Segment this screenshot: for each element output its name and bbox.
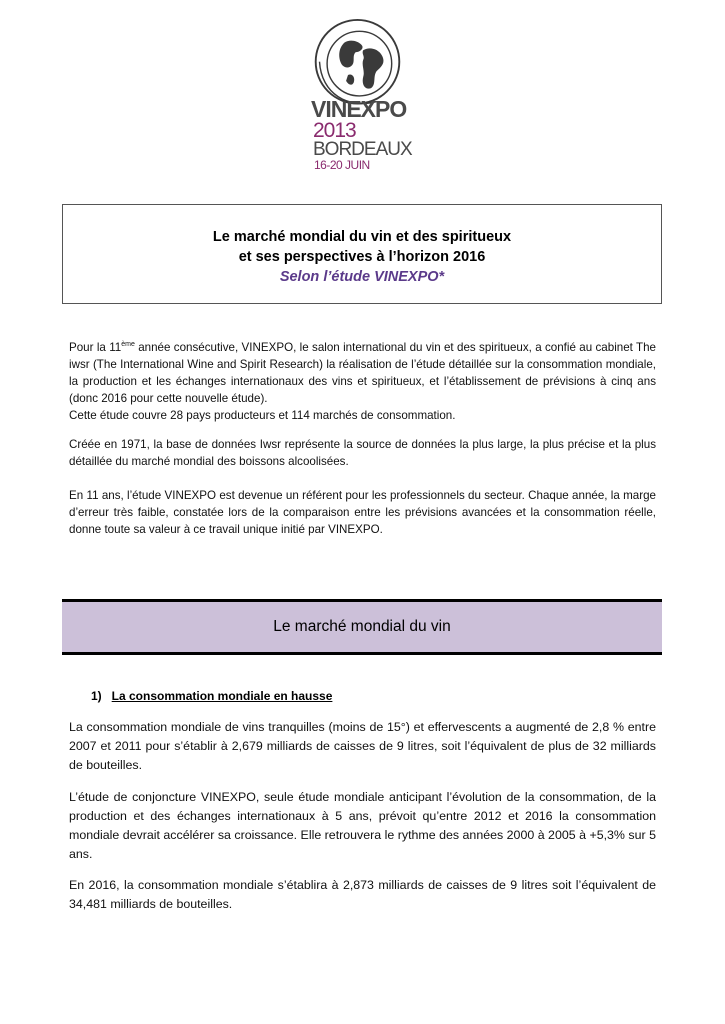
body-paragraph-1: La consommation mondiale de vins tranquilles (moins de 15°) et effervescents a augmenté de 2,8 % entre 2007 et 2011 pour s’établir à 2,679 milliards de caisses de 9 litres, soit l’équivalent de plus de 32 milliards de bouteilles. [69,720,656,772]
intro-paragraph-2: Créée en 1971, la base de données Iwsr représente la source de données la plus large, la plus précise et la plus détaillée du marché mondial des boissons alcoolisées. [69,438,656,468]
intro-p1-line2: Cette étude couvre 28 pays producteurs et 114 marchés de consommation. [69,409,456,422]
intro-p1-start: Pour la 11 [69,341,122,354]
logo-brand: VINEXPO [311,96,407,122]
body-paragraph-3: En 2016, la consommation mondiale s’établira à 2,873 milliards de caisses de 9 litres soit l’équivalent de 34,481 milliards de bouteilles. [69,878,656,911]
subsection-number: 1) [91,689,102,703]
subsection-title: La consommation mondiale en hausse [111,689,333,703]
title-line-1: Le marché mondial du vin et des spiritueux [212,229,512,245]
logo-year: 2013 [313,119,356,142]
logo-city: BORDEAUX [313,139,412,160]
subsection-heading [91,689,332,703]
body-paragraph-2: L’étude de conjoncture VINEXPO, seule étude mondiale anticipant l’évolution de la consommation, de la production et des échanges internationaux à 5 ans, prévoit qu’entre 2012 et 2016 la consommation mondiale devrait accélérer sa croissance. Elle retrouvera le rythme des années 2000 à 2005 à +5,3% sur 5 ans. [69,790,656,861]
intro-paragraph-3: En 11 ans, l’étude VINEXPO est devenue un référent pour les professionnels du secteur. Chaque année, la marge d’erreur très faible, constatée lors de la comparaison entre les prévisions avancées et la consommation réelle, donne toute sa valeur à ce travail unique initié par VINEXPO. [69,489,656,536]
title-subtitle: Selon l’étude VINEXPO* [279,269,445,285]
intro-p1-sup: ème [121,341,135,349]
intro-paragraph-1 [69,339,656,424]
title-box [62,204,662,304]
section-banner: Le marché mondial du vin [62,599,662,655]
logo-dates: 16-20 JUIN [314,158,370,172]
intro-p1-rest: année consécutive, VINEXPO, le salon international du vin et des spiritueux, a confié au cabinet The iwsr (The International Wine and Spirit Research) la réalisation de l’étude détaillée sur la consommation mondiale, la production et les échanges internationaux des vins et spiritueux, et l’établissement de prévisions à cinq ans (donc 2016 pour cette nouvelle étude). [69,341,656,405]
vinexpo-logo [300,18,425,170]
title-line-2: et ses perspectives à l’horizon 2016 [238,249,486,265]
